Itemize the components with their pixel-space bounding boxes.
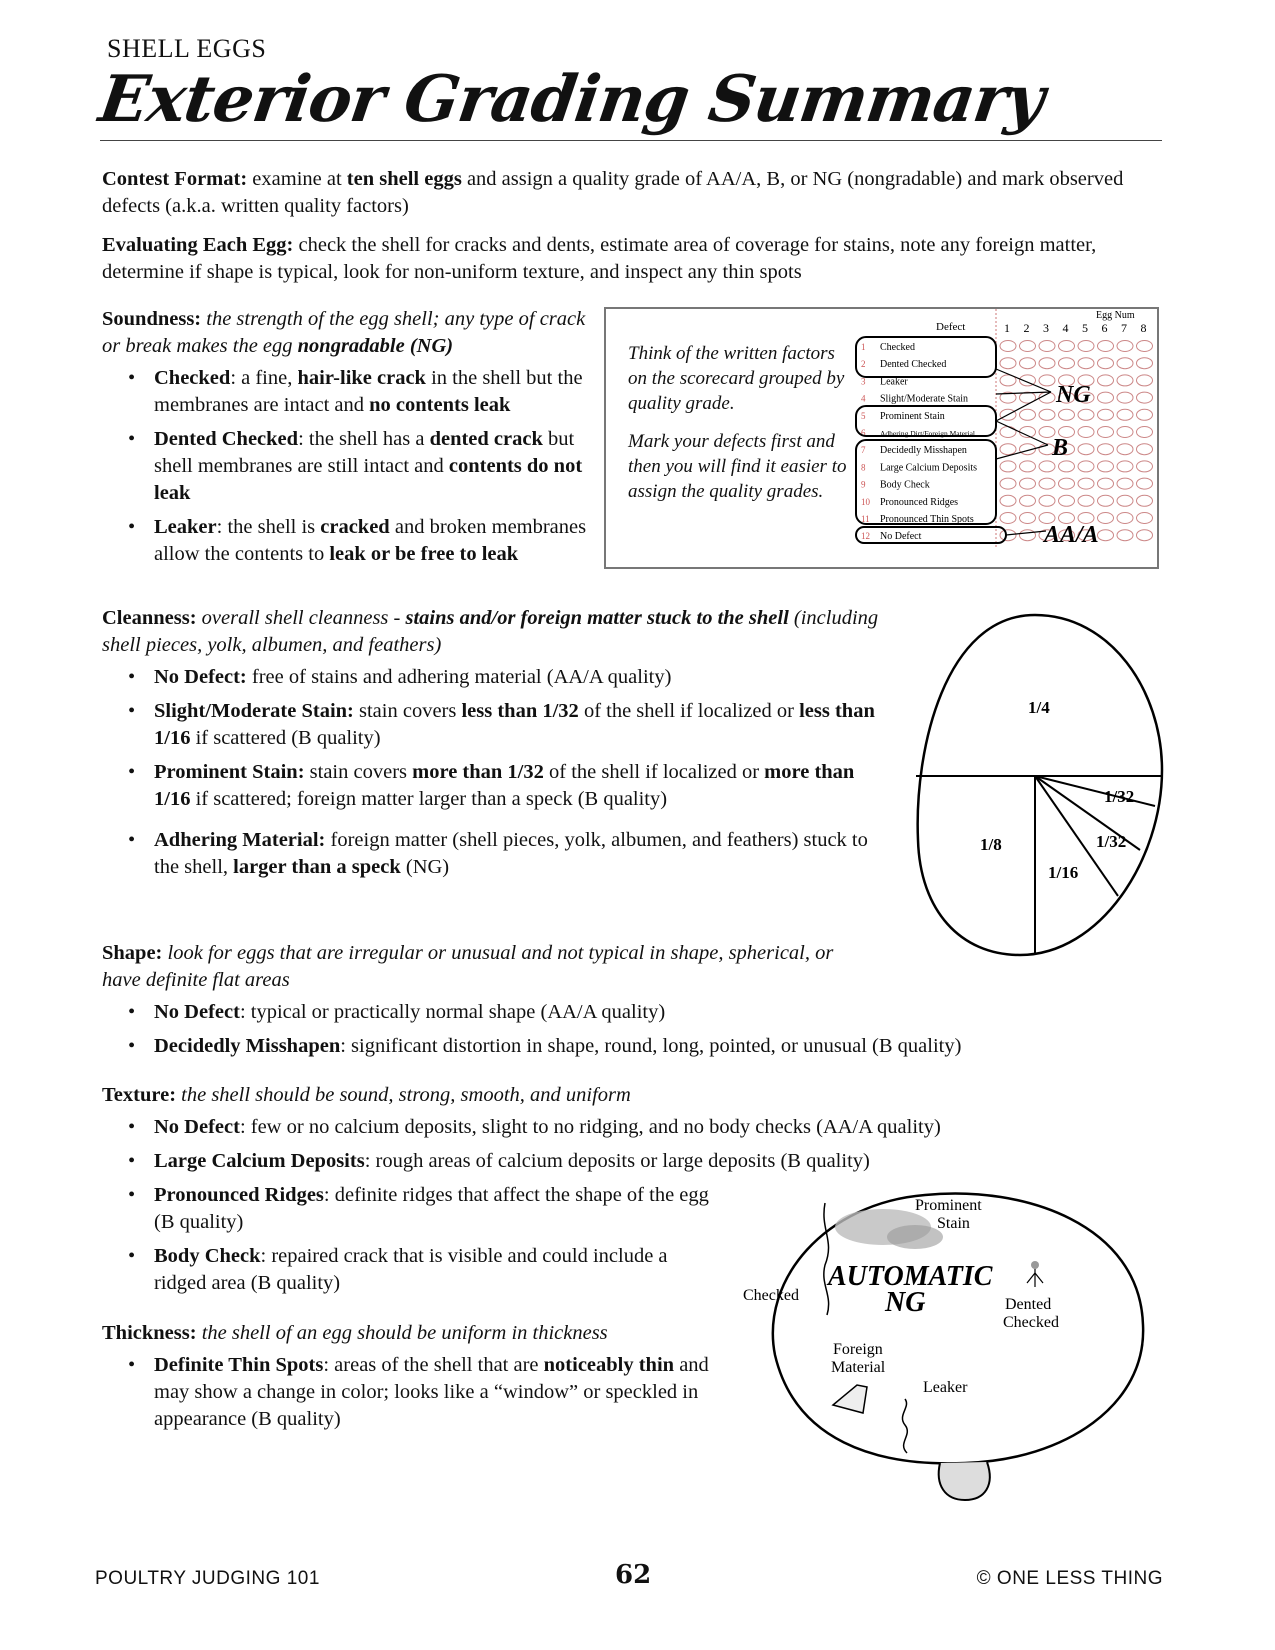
list-item: • Checked: a fine, hair-like crack in the shell but the membranes are intact and no contents leak — [102, 365, 592, 419]
grade-b-label: B — [1052, 435, 1069, 461]
scorecard-bubble — [1098, 358, 1114, 369]
scorecard-bubble — [1137, 495, 1153, 506]
contest-format — [102, 166, 1162, 220]
scorecard-bubble — [1039, 409, 1055, 420]
list-item: • No Defect: few or no calcium deposits, slight to no ridging, and no body checks (AA/A quality) — [102, 1114, 1162, 1141]
scorecard-bubble — [1078, 444, 1094, 455]
egg-number: 4 — [1062, 321, 1069, 335]
format-text-2: and assign a quality grade of AA/A, B, or NG (nongradable) and mark observed defects (a.k.a. written quality factors) — [102, 168, 1124, 217]
cleanness-desc-1: overall shell cleanness - — [196, 607, 406, 629]
scorecard-bubble — [1020, 530, 1036, 541]
scorecard-bubble — [1078, 461, 1094, 472]
scorecard-row-number: 7 — [861, 445, 866, 456]
scorecard-bubble — [1117, 444, 1133, 455]
eighth-label: 1/8 — [980, 835, 1002, 854]
thickness-header — [102, 1320, 732, 1347]
soundness-desc-bold: nongradable (NG) — [297, 335, 454, 357]
evaluating-label: Evaluating Each Egg: — [102, 234, 294, 256]
scorecard-bubble — [1098, 530, 1114, 541]
leaker-crack-icon — [902, 1399, 907, 1453]
shape-desc: look for eggs that are irregular or unusual and not typical in shape, spherical, or have definite flat areas — [102, 942, 834, 991]
texture-label: Texture: — [102, 1084, 177, 1106]
scorecard-bubble — [1020, 495, 1036, 506]
scorecard-bubble — [1020, 409, 1036, 420]
list-item: • Pronounced Ridges: definite ridges that affect the shape of the egg (B quality) — [102, 1182, 714, 1236]
shape-section — [102, 940, 1162, 1067]
cleanness-section — [102, 605, 882, 888]
scorecard-row-label: Prominent Stain — [880, 410, 945, 422]
scorecard-bubble — [1078, 341, 1094, 352]
soundness-desc: the strength of the egg shell; any type of crack or break makes the egg — [102, 308, 586, 357]
scorecard-bubble — [1059, 495, 1075, 506]
cleanness-list — [102, 664, 882, 881]
egg-number: 5 — [1082, 321, 1088, 335]
scorecard-row-number: 10 — [861, 496, 870, 507]
ng-group-outline — [856, 337, 996, 377]
scorecard-bubble — [1098, 341, 1114, 352]
thickness-desc: the shell of an egg should be uniform in thickness — [196, 1322, 608, 1344]
texture-desc: the shell should be sound, strong, smooth, and uniform — [176, 1084, 631, 1106]
ng-label: NG — [885, 1287, 926, 1318]
scorecard-row-label: Body Check — [880, 479, 930, 491]
cleanness-desc-bold: stains and/or foreign matter stuck to the shell — [405, 607, 789, 629]
scorecard-row-label: Pronounced Ridges — [880, 496, 959, 508]
egg-number: 2 — [1023, 321, 1030, 335]
scorecard-row-number: 5 — [861, 410, 866, 421]
thirtysecond-label-b: 1/32 — [1096, 832, 1127, 851]
scorecard-bubble — [1117, 530, 1133, 541]
scorecard-bubble — [1078, 409, 1094, 420]
egg-outline — [918, 615, 1162, 955]
scorecard-bubble — [1059, 409, 1075, 420]
format-label: Contest Format: — [102, 168, 248, 190]
list-item: • Dented Checked: the shell has a dented crack but shell membranes are still intact and contents do not leak — [102, 426, 592, 507]
egg-column-header: Egg Num — [1096, 310, 1135, 321]
foreign-material-label-2: Material — [831, 1359, 886, 1376]
scorecard-row-label: Slight/Moderate Stain — [880, 393, 969, 405]
scorecard-bubble — [1078, 478, 1094, 489]
scorecard-bubble — [1039, 461, 1055, 472]
scorecard-bubble — [1117, 513, 1133, 524]
scorecard-row-number: 2 — [861, 359, 866, 370]
scorecard-bubble — [1020, 513, 1036, 524]
soundness-section — [102, 306, 592, 575]
scorecard-row-label: Decidedly Misshapen — [880, 445, 967, 457]
leaker-drip-icon — [939, 1462, 990, 1500]
list-item: • Decidedly Misshapen: significant distortion in shape, round, long, pointed, or unusual (B quality) — [102, 1033, 1162, 1060]
egg-number: 6 — [1101, 321, 1108, 335]
title-divider — [100, 140, 1162, 141]
scorecard-bubble — [1078, 427, 1094, 438]
scorecard-bubble — [1117, 358, 1133, 369]
scorecard-bubble — [1137, 375, 1153, 386]
scorecard-bubble — [1098, 409, 1114, 420]
inset-note-1: Think of the written factors on the scorecard grouped by quality grade. — [628, 343, 845, 414]
scorecard-bubble — [1039, 341, 1055, 352]
list-item: • Prominent Stain: stain covers more than 1/32 of the shell if localized or more than 1/16 if scattered; foreign matter larger than a speck (B quality) — [102, 759, 882, 813]
scorecard-bubble — [1039, 495, 1055, 506]
dented-checked-label-2: Checked — [1003, 1314, 1059, 1331]
cleanness-header — [102, 605, 882, 659]
evaluating-each-egg — [102, 232, 1162, 286]
scorecard-row-label: Checked — [880, 342, 915, 353]
scorecard-bubble — [1137, 341, 1153, 352]
stain-area-egg-diagram — [900, 610, 1170, 970]
scorecard-inset — [604, 307, 1159, 569]
grade-ng-label: NG — [1056, 382, 1091, 408]
scorecard-row-number: 1 — [861, 342, 866, 352]
soundness-header — [102, 306, 592, 360]
thickness-section — [102, 1320, 732, 1440]
scorecard-bubble — [1039, 358, 1055, 369]
defect-column-header: Defect — [936, 321, 966, 333]
page-number: 62 — [615, 1560, 652, 1590]
egg-number: 8 — [1140, 321, 1147, 335]
soundness-label: Soundness: — [102, 308, 202, 330]
foreign-material-icon — [833, 1385, 867, 1413]
scorecard-bubble — [1020, 341, 1036, 352]
scorecard-row-number: 11 — [861, 514, 870, 524]
scorecard-bubble — [1000, 444, 1016, 455]
inset-note-2: Mark your defects first and then you will find it easier to assign the quality grades. — [628, 431, 847, 502]
egg-number: 3 — [1043, 321, 1049, 335]
shape-label: Shape: — [102, 942, 163, 964]
scorecard-row-number: 6 — [861, 428, 866, 438]
prominent-stain-label-1: Prominent — [915, 1197, 982, 1214]
list-item: • Large Calcium Deposits: rough areas of calcium deposits or large deposits (B quality) — [102, 1148, 1162, 1175]
ng-egg-outline — [773, 1194, 1143, 1464]
crack-line-icon — [824, 1203, 829, 1315]
scorecard-bubble — [1000, 341, 1016, 352]
scorecard-bubble — [1137, 409, 1153, 420]
scorecard-bubble — [1000, 495, 1016, 506]
scorecard-bubble — [1098, 513, 1114, 524]
scorecard-bubble — [1137, 478, 1153, 489]
scorecard-bubble — [1059, 478, 1075, 489]
scorecard-bubble — [1117, 375, 1133, 386]
section-kicker: SHELL EGGS — [107, 34, 267, 63]
scorecard-bubble — [1137, 461, 1153, 472]
scorecard-bubble — [1059, 461, 1075, 472]
aa-group-outline — [856, 527, 1006, 543]
thickness-label: Thickness: — [102, 1322, 197, 1344]
scorecard-bubble — [1039, 478, 1055, 489]
scorecard-row-label: Leaker — [880, 376, 908, 388]
cleanness-label: Cleanness: — [102, 607, 197, 629]
scorecard-bubble — [1098, 478, 1114, 489]
evaluating-text: check the shell for cracks and dents, estimate area of coverage for stains, note any foreign matter, determine if shape is typical, look for non-uniform texture, and inspect any thin spots — [102, 234, 1097, 283]
list-item: • Body Check: repaired crack that is visible and could include a ridged area (B quality) — [102, 1243, 714, 1297]
list-item: • Adhering Material: foreign matter (shell pieces, yolk, albumen, and feathers) stuck to the shell, larger than a speck (NG) — [102, 827, 882, 881]
scorecard-bubble — [1059, 358, 1075, 369]
foreign-material-label-1: Foreign — [833, 1341, 883, 1358]
scorecard-bubble — [1117, 409, 1133, 420]
page-title: Exterior Grading Summary — [94, 62, 1049, 137]
scorecard-bubble — [1137, 444, 1153, 455]
thickness-list — [102, 1352, 732, 1433]
dented-checked-label-1: Dented — [1005, 1296, 1052, 1313]
scorecard-bubble — [1039, 375, 1055, 386]
scorecard-bubble — [1117, 341, 1133, 352]
scorecard-row-number: 3 — [861, 376, 866, 387]
checked-label: Checked — [743, 1287, 799, 1304]
leaker-label: Leaker — [923, 1379, 968, 1396]
list-item: • No Defect: free of stains and adhering material (AA/A quality) — [102, 664, 882, 691]
texture-header — [102, 1082, 1162, 1109]
scorecard-row-number: 9 — [861, 479, 866, 490]
footer-right: © ONE LESS THING — [976, 1568, 1163, 1589]
automatic-label: AUTOMATIC — [828, 1261, 993, 1292]
scorecard-bubble — [1000, 427, 1016, 438]
scorecard-bubble — [1117, 427, 1133, 438]
shape-list — [102, 999, 1162, 1060]
scorecard-row-label: Adhering Dirt/Foreign Material — [880, 429, 975, 438]
scorecard-bubble — [1137, 530, 1153, 541]
scorecard-bubble — [1117, 392, 1133, 403]
list-item: • No Defect: typical or practically normal shape (AA/A quality) — [102, 999, 1162, 1026]
scorecard-bubble — [1098, 495, 1114, 506]
scorecard-bubble — [1078, 358, 1094, 369]
scorecard-bubble — [1078, 495, 1094, 506]
dented-checked-icon — [1027, 1261, 1043, 1287]
scorecard-bubble — [1098, 375, 1114, 386]
scorecard-bubble — [1117, 461, 1133, 472]
format-text-1: examine at — [247, 168, 347, 190]
list-item: • Slight/Moderate Stain: stain covers less than 1/32 of the shell if localized or less than 1/16 if scattered (B quality) — [102, 698, 882, 752]
scorecard-bubble — [1098, 392, 1114, 403]
scorecard-row-label: Dented Checked — [880, 359, 947, 371]
prominent-stain-label-2: Stain — [937, 1215, 970, 1232]
soundness-list — [102, 365, 592, 568]
footer-left: POULTRY JUDGING 101 — [95, 1568, 320, 1589]
scorecard-bubble — [1137, 513, 1153, 524]
scorecard-bubble — [1098, 427, 1114, 438]
scorecard-diagram — [856, 309, 1158, 567]
scorecard-bubble — [1020, 358, 1036, 369]
egg-number: 1 — [1004, 321, 1010, 335]
scorecard-bubble — [1000, 478, 1016, 489]
list-item: • Definite Thin Spots: areas of the shell that are noticeably thin and may show a change in color; looks like a “window” or speckled in appearance (B quality) — [102, 1352, 732, 1433]
egg-number: 7 — [1121, 321, 1127, 335]
scorecard-row-number: 8 — [861, 462, 866, 473]
scorecard-row-label: Pronounced Thin Spots — [880, 514, 974, 525]
scorecard-bubble — [1137, 427, 1153, 438]
scorecard-row-label: No Defect — [880, 531, 922, 543]
scorecard-bubble — [1000, 358, 1016, 369]
scorecard-row-number: 12 — [861, 531, 870, 542]
format-bold: ten shell eggs — [346, 168, 462, 190]
scorecard-bubble — [1137, 392, 1153, 403]
thirtysecond-label-a: 1/32 — [1104, 787, 1135, 806]
scorecard-bubble — [1059, 341, 1075, 352]
scorecard-bubble — [1000, 461, 1016, 472]
scorecard-row-number: 4 — [861, 393, 866, 404]
automatic-ng-egg-diagram — [743, 1185, 1165, 1515]
scorecard-bubble — [1020, 478, 1036, 489]
scorecard-bubble — [1137, 358, 1153, 369]
scorecard-bubble — [1098, 461, 1114, 472]
shape-header — [102, 940, 862, 994]
scorecard-bubble — [1117, 495, 1133, 506]
scorecard-bubble — [1098, 444, 1114, 455]
scorecard-bubble — [1020, 461, 1036, 472]
intro-block — [102, 166, 1162, 286]
scorecard-bubble — [1000, 513, 1016, 524]
cleanness-desc-2: (including shell pieces, yolk, albumen, and feathers) — [102, 607, 879, 656]
sixteenth-label: 1/16 — [1048, 863, 1079, 882]
scorecard-row-label: Large Calcium Deposits — [880, 462, 978, 474]
list-item: • Leaker: the shell is cracked and broken membranes allow the contents to leak or be free to leak — [102, 514, 592, 568]
quarter-label: 1/4 — [1028, 698, 1050, 717]
grade-aa-label: AA/A — [1044, 522, 1099, 548]
scorecard-bubble — [1117, 478, 1133, 489]
